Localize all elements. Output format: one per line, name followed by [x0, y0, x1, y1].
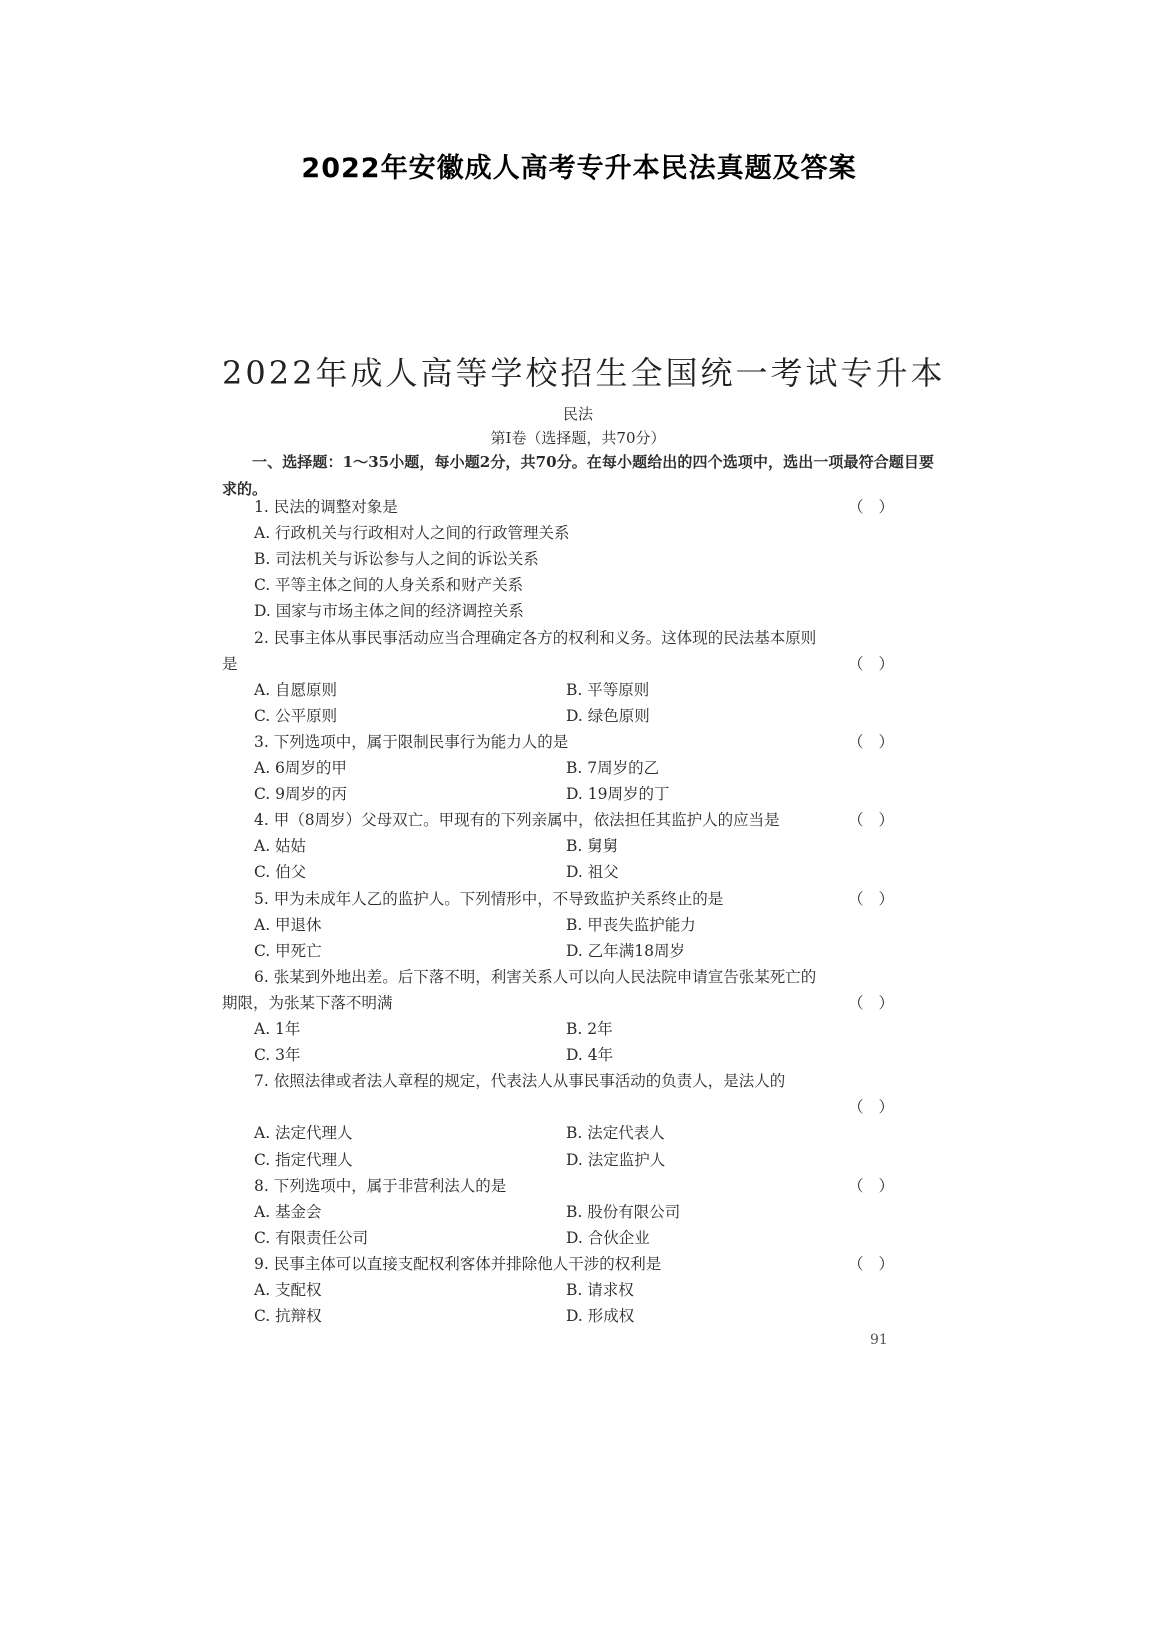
option: B. 司法机关与诉讼参与人之间的诉讼关系	[254, 550, 539, 569]
option-row	[222, 572, 934, 598]
option: C. 有限责任公司	[254, 1228, 369, 1247]
paren-open: （	[848, 654, 864, 673]
paren-close: ）	[878, 1176, 894, 1195]
answer-blank	[848, 1094, 894, 1120]
question-stem-line	[222, 1173, 934, 1199]
option: A. 基金会	[254, 1202, 322, 1221]
option: D. 国家与市场主体之间的经济调控关系	[254, 602, 524, 621]
page-number: 91	[870, 1332, 888, 1348]
paren-close: ）	[878, 1098, 894, 1117]
option-row	[222, 859, 934, 885]
question-stem-line	[222, 1094, 934, 1120]
paren-open: （	[848, 498, 864, 516]
option-row	[222, 781, 934, 807]
option-row	[222, 1042, 934, 1068]
option: A. 1年	[254, 1020, 301, 1038]
answer-blank	[848, 1251, 894, 1277]
option: B. 7周岁的乙	[566, 759, 660, 777]
paren-close: ）	[878, 1254, 894, 1273]
option: C. 指定代理人	[254, 1150, 353, 1169]
question-stem-line	[222, 729, 934, 755]
option: C. 3年	[254, 1046, 301, 1065]
option: C. 平等主体之间的人身关系和财产关系	[254, 576, 524, 595]
question-stem-text: 6. 张某到外地出差。后下落不明，利害关系人可以向人民法院申请宣告张某死亡的	[254, 967, 817, 986]
paren-open: （	[848, 811, 864, 830]
option-row	[222, 1277, 934, 1303]
section-instructions: 一、选择题：1～35小题，每小题2分，共70分。在每小题给出的四个选项中，选出一项最符合题目要求的。	[222, 453, 934, 498]
option: B. 平等原则	[566, 680, 650, 699]
option: B. 法定代表人	[566, 1124, 665, 1143]
question-stem-text: 4. 甲（8周岁）父母双亡。甲现有的下列亲属中，依法担任其监护人的应当是	[254, 811, 780, 830]
paren-open: （	[848, 732, 864, 751]
option-row	[222, 1147, 934, 1173]
question-stem-line	[222, 886, 934, 912]
question-stem-text: 2. 民事主体从事民事活动应当合理确定各方的权利和义务。这体现的民法基本原则	[254, 628, 817, 647]
question-stem-line	[222, 494, 934, 520]
option-row	[222, 1225, 934, 1251]
option: B. 请求权	[566, 1281, 634, 1299]
paren-close: ）	[878, 889, 894, 908]
paren-open: （	[848, 1098, 864, 1117]
option: D. 绿色原则	[566, 706, 650, 725]
option-row	[222, 1016, 934, 1042]
paren-close: ）	[878, 993, 894, 1012]
option: B. 股份有限公司	[566, 1202, 681, 1221]
answer-blank	[848, 807, 894, 833]
paren-close: ）	[878, 811, 894, 830]
scanned-exam-page	[222, 338, 946, 1418]
paren-open: （	[848, 993, 864, 1012]
option: C. 伯父	[254, 863, 307, 882]
question-stem-text: 8. 下列选项中，属于非营利法人的是	[254, 1176, 507, 1195]
option: D. 形成权	[566, 1307, 635, 1326]
exam-title: 2022年成人高等学校招生全国统一考试专升本	[222, 354, 946, 392]
option: A. 6周岁的甲	[254, 759, 347, 777]
option: A. 法定代理人	[254, 1124, 353, 1143]
answer-blank	[848, 1173, 894, 1199]
subject-heading: 民法	[562, 405, 593, 423]
answer-blank	[848, 990, 894, 1016]
option-row	[222, 546, 934, 572]
question-stem-line	[222, 651, 934, 677]
option-row	[222, 912, 934, 938]
answer-blank	[848, 494, 894, 520]
option-row	[222, 1120, 934, 1146]
option-row	[222, 938, 934, 964]
question-stem-line	[222, 1251, 934, 1277]
option: C. 甲死亡	[254, 941, 322, 960]
question-stem-text: 9. 民事主体可以直接支配权利客体并排除他人干涉的权利是	[254, 1254, 662, 1273]
document-title: 2022年安徽成人高考专升本民法真题及答案	[301, 153, 857, 184]
option: D. 合伙企业	[566, 1228, 650, 1247]
question-stem-line	[222, 1068, 934, 1094]
option: A. 自愿原则	[254, 680, 338, 699]
option-row	[222, 598, 934, 624]
question-stem-text: 期限，为张某下落不明满	[222, 993, 393, 1012]
answer-blank	[848, 651, 894, 677]
option: D. 19周岁的丁	[566, 785, 670, 804]
option: C. 9周岁的丙	[254, 785, 348, 804]
question-stem-text: 7. 依照法律或者法人章程的规定，代表法人从事民事活动的负责人，是法人的	[254, 1072, 786, 1091]
option-row	[222, 755, 934, 781]
question-stem-text: 3. 下列选项中，属于限制民事行为能力人的是	[254, 732, 569, 751]
option: B. 甲丧失监护能力	[566, 915, 696, 934]
option-row	[222, 703, 934, 729]
question-stem-line	[222, 990, 934, 1016]
option: D. 4年	[566, 1046, 614, 1065]
option-row	[222, 677, 934, 703]
option: A. 甲退休	[254, 915, 322, 934]
paren-close: ）	[878, 498, 894, 516]
paren-open: （	[848, 1176, 864, 1195]
paren-close: ）	[878, 654, 894, 673]
option-row	[222, 1303, 934, 1329]
option: B. 2年	[566, 1020, 613, 1038]
option: A. 支配权	[254, 1281, 322, 1299]
question-stem-line	[222, 625, 934, 651]
option: C. 公平原则	[254, 706, 338, 725]
answer-blank	[848, 729, 894, 755]
option-row	[222, 520, 934, 546]
option: D. 祖父	[566, 863, 619, 882]
question-stem-text: 1. 民法的调整对象是	[254, 498, 398, 516]
question-stem-text: 5. 甲为未成年人乙的监护人。下列情形中，不导致监护关系终止的是	[254, 889, 724, 908]
paren-close: ）	[878, 732, 894, 751]
paren-open: （	[848, 1254, 864, 1273]
answer-blank	[848, 886, 894, 912]
option-row	[222, 1199, 934, 1225]
question-stem-line	[222, 964, 934, 990]
paren-open: （	[848, 889, 864, 908]
option-row	[222, 833, 934, 859]
option: A. 行政机关与行政相对人之间的行政管理关系	[254, 524, 570, 543]
option: B. 舅舅	[566, 837, 619, 856]
option: A. 姑姑	[254, 837, 307, 856]
option: D. 法定监护人	[566, 1150, 666, 1169]
option: C. 抗辩权	[254, 1307, 322, 1326]
question-stem-text: 是	[222, 654, 238, 673]
volume-heading: 第Ⅰ卷（选择题，共70分）	[490, 429, 666, 447]
question-stem-line	[222, 807, 934, 833]
option: D. 乙年满18周岁	[566, 941, 685, 960]
